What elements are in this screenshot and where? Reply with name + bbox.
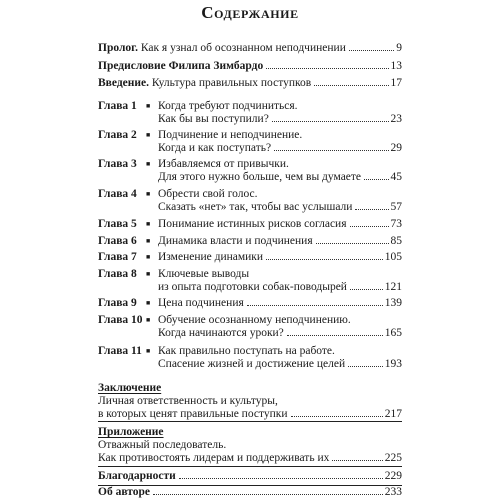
square-bullet-icon: ■: [146, 347, 151, 355]
entry-title-line: Отважный последователь.: [98, 439, 227, 451]
page-number: 17: [390, 77, 402, 89]
entry-label: Предисловие Филипа Зимбардо: [98, 60, 264, 72]
divider: [98, 466, 402, 467]
chapter-title: [158, 188, 402, 214]
chapter-title-line: Цена подчинения: [158, 297, 244, 309]
chapter-title-line: Подчинение и неподчинение.: [158, 129, 303, 141]
page-number: 225: [384, 452, 402, 464]
chapter-title: [158, 218, 402, 231]
toc-entry-chapter: [98, 100, 402, 126]
chapter-title-line: Понимание истинных рисков согласия: [158, 218, 347, 230]
chapter-title-line: Когда начинаются уроки?: [158, 327, 284, 339]
leader-dots: [350, 289, 383, 290]
chapter-label: Глава 4: [98, 188, 137, 200]
leader-dots: [364, 179, 388, 180]
square-bullet-icon: ■: [146, 160, 151, 168]
page-title: Содержание: [201, 3, 299, 22]
chapter-title-line: Обучение осознанному неподчинению.: [158, 314, 351, 326]
page-number: 23: [390, 113, 402, 125]
chapter-label: Глава 10: [98, 314, 143, 326]
chapter-title-line: Когда и как поступать?: [158, 142, 272, 154]
toc-entry-introduction: [98, 77, 402, 90]
entry-title: Как я узнал об осознанном неподчинении: [140, 42, 346, 54]
toc-entry-chapter: [98, 158, 402, 184]
square-bullet-icon: ■: [146, 131, 151, 139]
entry-title-line: Личная ответственность и культуры,: [98, 395, 278, 407]
chapter-title-line: Когда требуют подчиниться.: [158, 100, 298, 112]
chapter-title-line: Как правильно поступать на работе.: [158, 345, 335, 357]
chapter-title-line: Динамика власти и подчинения: [158, 235, 313, 247]
entry-label: Пролог.: [98, 42, 138, 54]
toc-entry-prologue: [98, 42, 402, 55]
toc-entry-conclusion: [98, 382, 402, 421]
toc-entry-chapter: [98, 314, 402, 340]
chapter-title: [158, 100, 402, 126]
page-number: 13: [390, 60, 402, 72]
chapter-label: Глава 5: [98, 218, 137, 230]
page-number: 57: [390, 201, 402, 213]
page-number: 193: [384, 358, 402, 370]
page-number: 121: [384, 281, 402, 293]
chapter-title: [158, 251, 402, 264]
entry-title-line: Как противостоять лидерам и поддерживать их: [98, 452, 330, 464]
chapter-title: [158, 129, 402, 155]
toc-entry-appendix: [98, 426, 402, 465]
page-number: 105: [384, 251, 402, 263]
chapter-title: [158, 314, 402, 340]
chapter-label: Глава 9: [98, 297, 137, 309]
toc-entry-chapter: [98, 345, 402, 371]
toc-entry-chapter: [98, 129, 402, 155]
toc-entry-about-author: [98, 486, 402, 499]
square-bullet-icon: ■: [146, 253, 151, 261]
square-bullet-icon: ■: [146, 270, 151, 278]
entry-title-line: в которых ценят правильные поступки: [98, 408, 288, 420]
entry-label: Введение.: [98, 77, 149, 89]
chapter-title-line: Сказать «нет» так, чтобы вас услышали: [158, 201, 353, 213]
square-bullet-icon: ■: [146, 237, 151, 245]
leader-dots: [291, 416, 383, 417]
chapter-title: [158, 297, 402, 310]
chapter-title-line: из опыта подготовки собак-поводырей: [158, 281, 347, 293]
chapter-title: [158, 235, 402, 248]
page-number: 73: [390, 218, 402, 230]
toc-entry-chapter: [98, 297, 402, 310]
chapter-title-line: Ключевые выводы: [158, 268, 250, 280]
leader-dots: [179, 478, 383, 479]
leader-dots: [274, 150, 388, 151]
leader-dots: [153, 494, 383, 495]
chapter-title: [158, 345, 402, 371]
leader-dots: [348, 366, 383, 367]
square-bullet-icon: ■: [146, 299, 151, 307]
chapter-title: [158, 158, 402, 184]
entry-label: Об авторе: [98, 486, 150, 498]
leader-dots: [349, 50, 394, 51]
chapter-label: Глава 11: [98, 345, 142, 357]
chapter-label: Глава 3: [98, 158, 137, 170]
leader-dots: [266, 259, 383, 260]
page-number: 233: [384, 486, 402, 498]
square-bullet-icon: ■: [146, 190, 151, 198]
leader-dots: [247, 305, 383, 306]
toc-entry-chapter: [98, 188, 402, 214]
page-number: 139: [384, 297, 402, 309]
entry-title: Культура правильных поступков: [151, 77, 312, 89]
leader-dots: [266, 68, 388, 69]
chapter-title-line: Для этого нужно больше, чем вы думаете: [158, 171, 362, 183]
chapter-title-line: Спасение жизней и достижение целей: [158, 358, 346, 370]
chapter-label: Глава 1: [98, 100, 137, 112]
chapter-title-line: Как бы вы поступили?: [158, 113, 269, 125]
square-bullet-icon: ■: [146, 316, 151, 324]
leader-dots: [287, 335, 383, 336]
leader-dots: [355, 209, 388, 210]
chapter-label: Глава 8: [98, 268, 137, 280]
square-bullet-icon: ■: [146, 102, 151, 110]
entry-label: Благодарности: [98, 470, 176, 482]
chapter-label: Глава 6: [98, 235, 137, 247]
leader-dots: [316, 243, 389, 244]
chapter-label: Глава 2: [98, 129, 137, 141]
leader-dots: [272, 121, 389, 122]
chapter-title-line: Изменение динамики: [158, 251, 264, 263]
leader-dots: [332, 460, 382, 461]
toc-entry-acknowledgments: [98, 470, 402, 483]
page-number: 229: [384, 470, 402, 482]
chapter-label: Глава 7: [98, 251, 137, 263]
page-number: 85: [390, 235, 402, 247]
toc-entry-chapter: [98, 235, 402, 248]
square-bullet-icon: ■: [146, 220, 151, 228]
chapter-title-line: Избавляемся от привычки.: [158, 158, 289, 170]
leader-dots: [350, 226, 389, 227]
page-number: 9: [396, 42, 402, 54]
chapter-title-line: Обрести свой голос.: [158, 188, 258, 200]
toc-entry-foreword: [98, 60, 402, 73]
divider: [98, 421, 402, 422]
page-number: 29: [390, 142, 402, 154]
page-number: 165: [384, 327, 402, 339]
toc-entry-chapter: [98, 268, 402, 294]
page-number: 217: [384, 408, 402, 420]
leader-dots: [314, 85, 388, 86]
section-heading: Заключение: [98, 382, 162, 394]
toc-entry-chapter: [98, 218, 402, 231]
chapter-title: [158, 268, 402, 294]
toc-entry-chapter: [98, 251, 402, 264]
page-number: 45: [390, 171, 402, 183]
section-heading: Приложение: [98, 426, 164, 438]
